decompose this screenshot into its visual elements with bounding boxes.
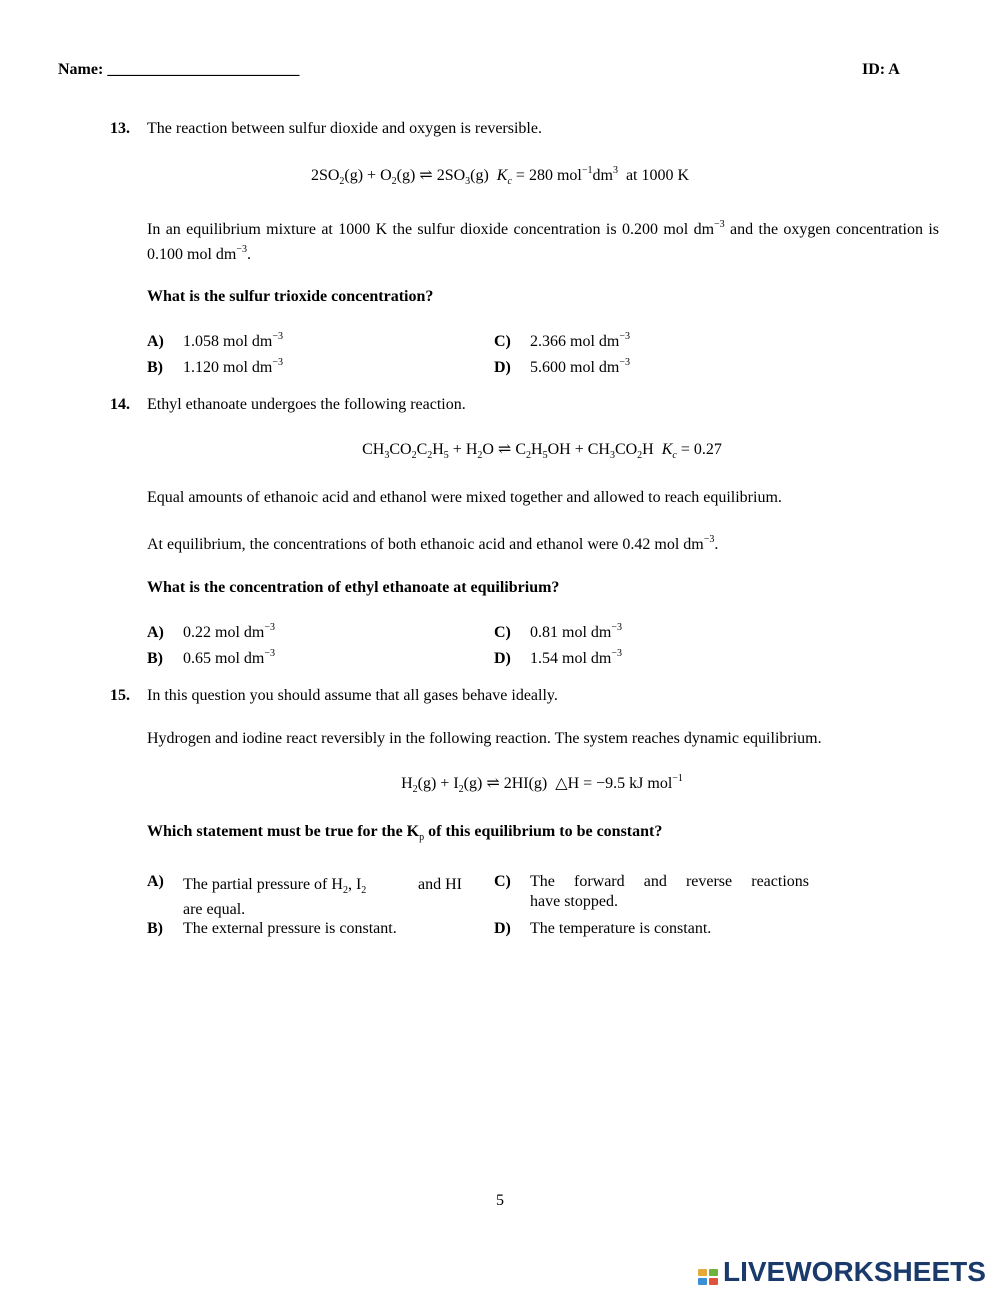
q14-option-d-letter: D) (494, 650, 511, 667)
logo-text: LIVEWORKSHEETS (723, 1256, 986, 1287)
q13-equation: $2SO_2(g) + O_2(g)$ ⇌ $2SO_3(g) K_c = 280$ $mol^{-1}dm^3$ at 1000 K (310, 165, 690, 187)
q13-option-d-text: 5.600 mol dm (530, 359, 620, 376)
q13-option-b-text: 1.120 mol dm (183, 359, 273, 376)
q14-body1: Equal amounts of ethanoic acid and ethanol were mixed together and allowed to reach equilibrium. (147, 489, 782, 506)
q14-option-a[interactable]: A) 0.22 mol $dm^{-3}$ (147, 623, 275, 644)
q14-option-b[interactable]: B) 0.65 mol $dm^{-3}$ (147, 649, 275, 670)
q15-option-d-text: The temperature is constant. (530, 920, 712, 937)
q15-question-a: Which statement must be true for the K (147, 823, 420, 840)
q13-question: What is the sulfur trioxide concentration? (147, 288, 434, 305)
q14-body2-line: At equilibrium, the concentrations of both ethanoic acid and ethanol were 0.42 mol $dm^{-3}$. (147, 534, 719, 553)
q14-question: What is the concentration of ethyl ethanoate at equilibrium? (147, 579, 560, 596)
q15-number: 15. (110, 687, 130, 704)
q15-option-b-letter: B) (147, 920, 163, 937)
q15-enthalpy: H = −9.5 kJ mol (567, 775, 673, 792)
q14-option-a-text: 0.22 mol dm (183, 624, 265, 641)
q15-option-c-text-b: have stopped. (530, 893, 618, 910)
name-line: ________________________ (107, 61, 300, 78)
q15-option-a-text-a: The partial pressure of H (183, 876, 343, 893)
q14-kc-value: = 0.27 (680, 441, 722, 458)
liveworksheets-logo (697, 1254, 986, 1290)
q14-equation: $CH_3CO_2C_2H_5 + H_2O$ ⇌ $C_2H_5OH + CH_3CO_2H$ $K_c = 0.27$ (362, 441, 722, 461)
q14-option-c-letter: C) (494, 624, 511, 641)
q14-intro: Ethyl ethanoate undergoes the following reaction. (147, 396, 466, 413)
q13-option-a-letter: A) (147, 333, 164, 350)
q13-option-a[interactable]: A) 1.058 mol $dm^{-3}$ (147, 332, 283, 353)
q14-option-d[interactable]: D) 1.54 mol $dm^{-3}$ (494, 649, 622, 670)
q15-option-d[interactable] (494, 919, 711, 940)
q15-intro: In this question you should assume that all gases behave ideally. (147, 687, 558, 704)
q15-equation: $H_2(g) + I_2(g)$ ⇌ 2HI(g) △H = −9.5 kJ mol$^{-1}$ (401, 773, 683, 795)
q15-option-b[interactable] (147, 919, 397, 940)
q15-option-c[interactable] (494, 872, 814, 912)
logo-icon (697, 1268, 721, 1286)
q13-option-d-letter: D) (494, 359, 511, 376)
q13-body-a: In an equilibrium mixture at 1000 K the sulfur dioxide concentration is 0.200 mol dm (147, 221, 715, 238)
q15-body: Hydrogen and iodine react reversibly in the following reaction. The system reaches dynamic equilibrium. (147, 730, 822, 747)
name-label: Name: (58, 61, 104, 78)
q13-option-c-text: 2.366 mol dm (530, 333, 620, 350)
q13-option-c-letter: C) (494, 333, 511, 350)
q14-option-b-text: 0.65 mol dm (183, 650, 265, 667)
q14-option-c-text: 0.81 mol dm (530, 624, 612, 641)
q15-option-c-text-a: The forward and reverse reactions (530, 873, 809, 890)
q15-option-a[interactable]: A) The partial pressure of $H_2$, $I_2$ and HI are equal. (147, 872, 467, 922)
q15-option-a-letter: A) (147, 873, 164, 890)
q15-option-b-text: The external pressure is constant. (183, 920, 397, 937)
q13-option-a-text: 1.058 mol dm (183, 333, 273, 350)
q13-option-b-letter: B) (147, 359, 163, 376)
page-number: 5 (496, 1192, 504, 1209)
name-field (58, 60, 299, 81)
q13-number: 13. (110, 120, 130, 137)
q15-option-a-text-b: and HI (418, 876, 462, 893)
q13-option-c[interactable]: C) 2.366 mol $dm^{-3}$ (494, 332, 630, 353)
id-label: ID: A (862, 61, 900, 78)
q15-option-c-letter: C) (494, 873, 511, 890)
q14-option-b-letter: B) (147, 650, 163, 667)
q13-body-b: and the oxygen concentration is 0.100 mol dm (147, 221, 940, 263)
q13-body: In an equilibrium mixture at 1000 K the sulfur dioxide concentration is 0.200 mol $dm^{-3}$ and the oxygen concentration is 0.100 mol $dm^{-3}$. (147, 219, 940, 263)
q15-option-d-letter: D) (494, 920, 511, 937)
q13-option-b[interactable]: B) 1.120 mol $dm^{-3}$ (147, 358, 283, 379)
q15-question: Which statement must be true for the $K_p$ of this equilibrium to be constant? (147, 823, 663, 843)
q14-number: 14. (110, 396, 130, 413)
q13-intro: The reaction between sulfur dioxide and oxygen is reversible. (147, 120, 542, 137)
q14-option-c[interactable]: C) 0.81 mol $dm^{-3}$ (494, 623, 622, 644)
q15-question-b: of this equilibrium to be constant? (428, 823, 663, 840)
q14-body2: At equilibrium, the concentrations of both ethanoic acid and ethanol were 0.42 mol dm (147, 536, 704, 553)
q15-option-a-text-c: are equal. (183, 901, 246, 918)
q13-kc-value: = 280 mol (515, 167, 582, 184)
q13-temperature: at 1000 K (625, 167, 690, 184)
q13-option-d[interactable]: D) 5.600 mol $dm^{-3}$ (494, 358, 630, 379)
q14-option-a-letter: A) (147, 624, 164, 641)
q14-option-d-text: 1.54 mol dm (530, 650, 612, 667)
